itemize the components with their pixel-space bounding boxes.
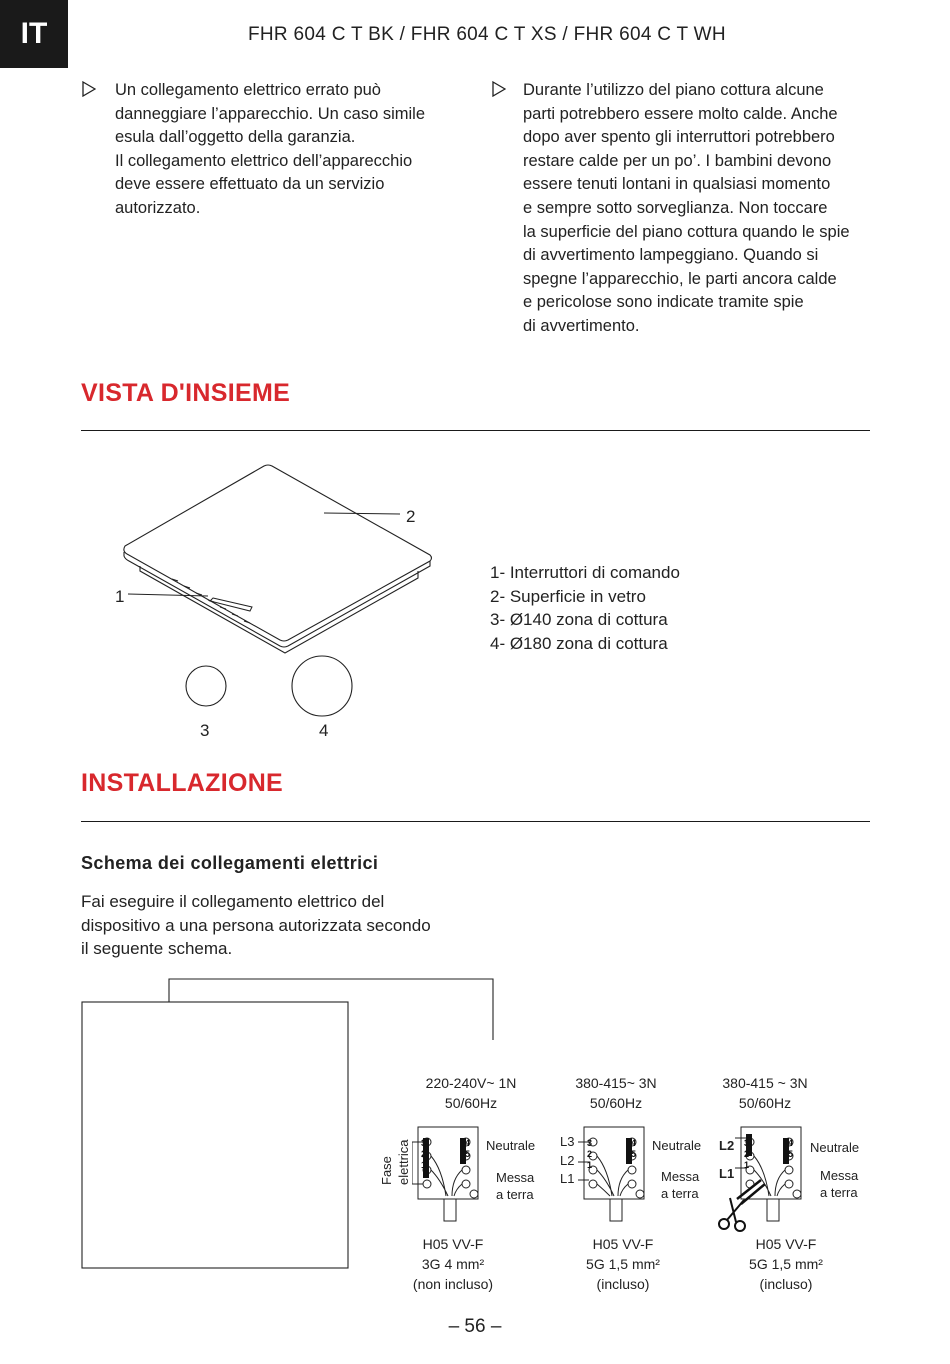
terminal-number: 3 <box>587 1138 593 1148</box>
legend-item: 1- Interruttori di comando <box>490 563 680 582</box>
earth-label <box>820 1167 858 1201</box>
earth-label-line: a terra <box>496 1187 534 1202</box>
voltage-label: 380-415~ 3N <box>575 1075 657 1091</box>
overview-legend <box>490 561 680 655</box>
model-header: FHR 604 C T BK / FHR 604 C T XS / FHR 604 C T WH <box>248 24 726 45</box>
frequency-label: 50/60Hz <box>589 1095 643 1111</box>
earth-label <box>661 1168 699 1202</box>
terminal-number: 4 <box>788 1138 794 1148</box>
voltage-label: 220-240V~ 1N <box>425 1075 517 1091</box>
terminal-number: 5 <box>788 1149 794 1159</box>
warning-line: restare calde per un po’. I bambini devono <box>523 151 832 170</box>
cable-section: 5G 1,5 mm² <box>749 1256 823 1272</box>
phase-L2: L2 <box>719 1138 735 1153</box>
intro-line: Fai eseguire il collegamento elettrico del <box>81 892 385 911</box>
warning-line: la superficie del piano cottura quando le spie <box>523 222 850 241</box>
cable-note: (non incluso) <box>412 1276 494 1292</box>
phase-L1: L1 <box>719 1166 735 1181</box>
warning-line: essere tenuti lontani in qualsiasi momento <box>523 175 831 194</box>
terminal-numbers <box>587 1138 592 1171</box>
warning-electrical <box>115 79 475 221</box>
config-1-cable <box>378 1234 528 1294</box>
config-2-cable <box>548 1234 698 1294</box>
cooking-zone-140-icon <box>186 666 226 706</box>
config-3-voltage <box>690 1073 840 1113</box>
warning-line: dopo aver spento gli interruttori potrebbero <box>523 128 835 147</box>
config-3-cable <box>711 1234 861 1294</box>
phase-label-line: Fase <box>379 1156 394 1185</box>
cable-section: 5G 1,5 mm² <box>586 1256 660 1272</box>
config-1-voltage <box>396 1073 546 1113</box>
warning-line: deve essere effettuato da un servizio <box>115 175 385 194</box>
earth-label-line: Messa <box>820 1168 859 1183</box>
warning-line: spegne l’apparecchio, le parti ancora calde <box>523 269 837 288</box>
terminal-number: 5 <box>631 1149 637 1159</box>
phase-labels <box>560 1133 574 1189</box>
config-2-voltage <box>541 1073 691 1113</box>
subsection-title: Schema dei collegamenti elettrici <box>81 853 379 873</box>
cooking-zone-180-icon <box>292 656 352 716</box>
warning-line: danneggiare l’apparecchio. Un caso simile <box>115 104 426 123</box>
terminal-number: 1 <box>421 1160 427 1170</box>
triangle-bullet-icon <box>82 81 96 97</box>
callout-1: 1 <box>115 587 125 606</box>
neutral-label: Neutrale <box>652 1138 702 1153</box>
legend-item: 2- Superficie in vetro <box>490 586 646 606</box>
terminal-number: 4 <box>465 1138 471 1148</box>
warning-line: autorizzato. <box>115 198 201 217</box>
scissors-icon <box>716 1196 752 1234</box>
callout-2: 2 <box>406 507 416 526</box>
section-divider <box>81 430 870 431</box>
terminal-number: 4 <box>631 1138 637 1148</box>
section-title-installation: INSTALLAZIONE <box>81 769 284 797</box>
callout-leader-2 <box>324 513 400 514</box>
terminal-number: 2 <box>744 1149 750 1159</box>
warning-line: esula dall’oggetto della garanzia. <box>115 128 356 147</box>
terminal-number: 1 <box>744 1160 750 1170</box>
hob-illustration <box>100 455 480 745</box>
warning-line: Il collegamento elettrico dell’apparecchio <box>115 151 413 170</box>
cable-note: (incluso) <box>596 1276 650 1292</box>
phase-label <box>378 1139 412 1185</box>
legend-item: 3- Ø140 zona di cottura <box>490 610 668 630</box>
phase-label-line: elettrica <box>396 1139 411 1185</box>
warning-line: parti potrebbero essere molto calde. Anche <box>523 104 838 123</box>
cable-type: H05 VV-F <box>755 1236 817 1252</box>
warning-line: di avvertimento. <box>523 316 640 335</box>
warning-line: di avvertimento lampeggiano. Quando si <box>523 246 819 265</box>
callout-3: 3 <box>200 721 210 740</box>
callout-4: 4 <box>319 721 329 740</box>
terminal-number: 5 <box>465 1149 471 1159</box>
cable-type: H05 VV-F <box>592 1236 654 1252</box>
callout-leader-1 <box>128 594 208 596</box>
page-number: – 56 – <box>448 1316 502 1337</box>
terminal-numbers <box>788 1138 793 1160</box>
intro-line: il seguente schema. <box>81 939 233 959</box>
terminal-number: 1 <box>587 1160 593 1170</box>
terminal-numbers <box>421 1138 426 1171</box>
legend-item: 4- Ø180 zona di cottura <box>490 633 668 653</box>
warning-line: Un collegamento elettrico errato può <box>115 81 381 99</box>
earth-label <box>496 1169 534 1203</box>
frequency-label: 50/60Hz <box>738 1095 792 1111</box>
section-divider <box>81 821 870 822</box>
warning-line: e sempre sotto sorveglianza. Non toccare <box>523 198 828 217</box>
warning-line: Durante l’utilizzo del piano cottura alcune <box>523 81 824 99</box>
terminal-number: 2 <box>421 1149 427 1159</box>
triangle-bullet-icon <box>492 81 506 97</box>
earth-label-line: a terra <box>661 1186 699 1201</box>
terminal-numbers <box>744 1138 749 1171</box>
cable-type: H05 VV-F <box>422 1236 484 1252</box>
installation-intro <box>81 890 501 961</box>
terminal-numbers <box>631 1138 636 1160</box>
terminal-number: 2 <box>587 1149 593 1159</box>
language-tab: IT <box>0 0 68 68</box>
terminal-number: 3 <box>421 1138 427 1148</box>
terminal-number: 3 <box>744 1138 750 1148</box>
terminal-numbers <box>465 1138 470 1160</box>
phase-L1: L1 <box>560 1171 575 1186</box>
cable-section: 3G 4 mm² <box>421 1256 485 1272</box>
earth-label-line: Messa <box>661 1169 700 1184</box>
section-title-overview: VISTA D'INSIEME <box>81 379 291 407</box>
phase-labels <box>719 1132 734 1188</box>
earth-label-line: Messa <box>496 1170 535 1185</box>
cable-note: (incluso) <box>759 1276 813 1292</box>
frequency-label: 50/60Hz <box>444 1095 498 1111</box>
warning-hot-surface <box>523 79 893 339</box>
voltage-label: 380-415 ~ 3N <box>722 1075 808 1091</box>
earth-label-line: a terra <box>820 1185 858 1200</box>
neutral-label: Neutrale <box>486 1138 536 1153</box>
phase-L3: L3 <box>560 1134 575 1149</box>
warning-line: e pericolose sono indicate tramite spie <box>523 293 804 312</box>
neutral-label: Neutrale <box>810 1140 860 1155</box>
intro-line: dispositivo a una persona autorizzata secondo <box>81 915 431 935</box>
phase-L2: L2 <box>560 1152 575 1168</box>
